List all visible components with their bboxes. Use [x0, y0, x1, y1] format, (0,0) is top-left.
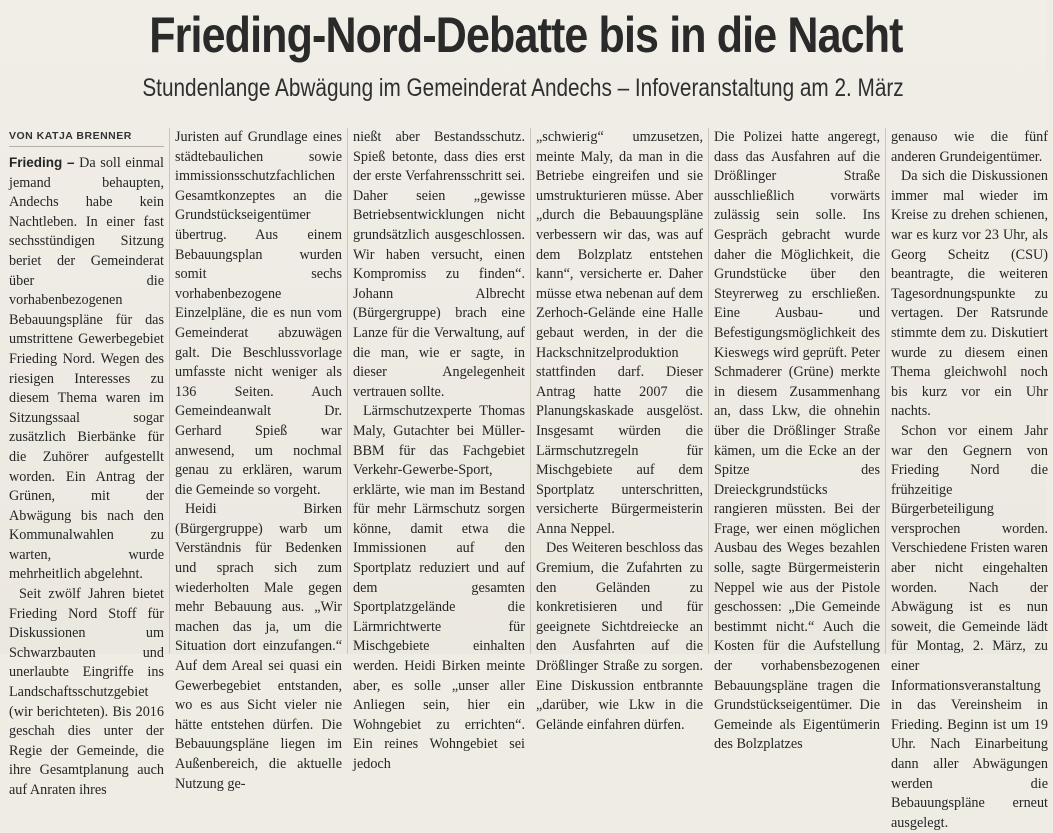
- column-2: [175, 128, 348, 792]
- column-1: [9, 128, 170, 798]
- byline: VON KATJA BRENNER: [9, 128, 164, 147]
- paragraph: Lärmschutzexperte Thomas Maly, Gutachter bei Müller-BBM für das Fachgebiet Verkehr-Gewerbe-Sport, erklärte, wie man im Bestand für mehr Lärmschutz sorgen könne, damit etwa die Immissionen auf den Sportplatz reduziert und auf dem gesamten Sportplatzgelände die Lärmrichtwerte für Mischgebiete einhalten werden. Heidi Birken meinte aber, es solle „unser aller Anliegen sein, hier ein Wohngebiet zu errichten“. Ein reines Wohngebiet sei jedoch: [353, 403, 525, 772]
- column-3: [353, 128, 531, 772]
- column-6: [891, 128, 1053, 831]
- paragraph: Des Weiteren beschloss das Gremium, die Zufahrten zu den Geländen zu konkretisieren und für geeignete Sichtdreiecke an den Ausfahrten auf die Drößlinger Straße zu sorgen. Eine Diskussion entbrannte „darüber, wie Lkw in die Gelände einfahren dürfen.: [536, 540, 703, 733]
- article-body: [9, 128, 1048, 831]
- paragraph: nießt aber Bestandsschutz. Spieß betonte, dass dies erst der erste Verfahrensschritt sei. Daher seien „gewisse Betriebsentwicklungen nicht grundsätzlich ausgeschlossen. Wir haben versucht, einen Kompromiss zu finden“. Johann Albrecht (Bürgergruppe) brach eine Lanze für die Verwaltung, auf die man, wie er sagte, in dieser Angelegenheit vertrauen sollte.: [353, 129, 525, 400]
- paragraph: Seit zwölf Jahren bietet Frieding Nord Stoff für Diskussionen um Schwarzbauten und unerlaubte Eingriffe ins Landschaftsschutzgebiet (wir berichteten). Bis 2016 geschah dies unter der Regie der Gemeinde, die ihre Gesamtplanung auch auf Anraten ihres: [9, 586, 164, 798]
- paragraph: Juristen auf Grundlage eines städtebaulichen sowie immissionsschutzfachlichen Gesamtkonzeptes an die Grundstückseigentümer übertrug. Aus einem Bebauungsplan wurden somit sechs vorhabenbezogene Einzelpläne, die es nun vom Gemeinderat abzuwägen galt. Die Beschlussvorlage umfasste nicht weniger als 136 Seiten. Auch Gemeindeanwalt Dr. Gerhard Spieß war anwesend, um nochmal genau zu erklären, warum die Gemeinde so vorgeht.: [175, 129, 342, 498]
- paragraph: Frieding – Da soll einmal jemand behaupten, Andechs habe kein Nachtleben. In einer fast sechsstündigen Sitzung beriet der Gemeinderat über die vorhabenbezogenen Bebauungspläne für das umstrittene Gewerbegebiet Frieding Nord. Wegen des riesigen Interesses zu diesem Thema waren im Sitzungssaal sogar zusätzlich Bierbänke für die Zuhörer aufgestellt worden. Ein Antrag der Grünen, mit der Abwägung bis nach den Kommunalwahlen zu warten, wurde mehrheitlich abgelehnt.: [9, 155, 164, 583]
- subheadline: Stundenlange Abwägung im Gemeinderat Andechs – Infoveranstaltung am 2. März: [142, 74, 904, 102]
- dateline: Frieding –: [9, 155, 75, 170]
- paragraph: Schon vor einem Jahr war den Gegnern von Frieding Nord die frühzeitige Bürgerbeteiligung versprochen worden. Verschiedene Fristen waren aber nicht eingehalten worden. Nach der Abwägung ist es nun soweit, die Gemeinde lädt für Montag, 2. März, zu einer Informationsveranstaltung in das Vereinsheim in Frieding. Beginn ist um 19 Uhr. Nach Einarbeitung dann aller Abwägungen werden die Bebauungspläne erneut ausgelegt.: [891, 422, 1048, 831]
- paragraph: „schwierig“ umzusetzen, meinte Maly, da man in die Betriebe eingreifen und sie umstrukturieren müsse. Aber „durch die Bebauungspläne verbessern wir das, was auf dem Bolzplatz entstehen kann“, versicherte er. Daher müsse etwa nebenan auf dem Zerhoch-Gelände eine Halle gebaut werden, in der die Hackschnitzelproduktion stattfinden darf. Dieser Antrag hatte 2007 die Planungskaskade ausgelöst. Insgesamt würden die Lärmschutzregeln für Mischgebiete auf dem Sportplatz unterschritten, versicherte Bürgermeisterin Anna Neppel.: [536, 129, 703, 537]
- paragraph: genauso wie die fünf anderen Grundeigentümer.: [891, 129, 1048, 165]
- headline: Frieding-Nord-Debatte bis in die Nacht: [149, 7, 903, 63]
- paragraph: Da sich die Diskussionen immer mal wieder im Kreise zu drehen schienen, war es kurz vor 23 Uhr, als Georg Scheitz (CSU) beantragte, die weiteren Tagesordnungspunkte zu vertagen. Der Ratsrunde stimmte dem zu. Diskutiert wurde zu diesem einen Thema gleichwohl noch bis kurz vor ein Uhr nachts.: [891, 168, 1048, 420]
- paragraph: Heidi Birken (Bürgergruppe) warb um Verständnis für Bedenken und sprach sich zum wiederholten Male gegen mehr Bebauung aus. „Wir machen das ja, um die Situation dort einzufangen.“ Auf dem Areal sei quasi ein Gewerbegebiet entstanden, wo es aus Sicht vieler nie hätte entstehen dürfen. Die Bebauungspläne liegen im Außenbereich, die aktuelle Nutzung ge-: [175, 501, 342, 792]
- column-5: [714, 128, 886, 753]
- column-4: [536, 128, 709, 733]
- paragraph: Die Polizei hatte angeregt, dass das Ausfahren auf die Drößlinger Straße ausschließlich vorwärts zulässig sein solle. Ins Gespräch gebracht wurde daher die Möglichkeit, die Grundstücke über den Steyrerweg zu erschließen. Eine Ausbau- und Befestigungsmöglichkeit des Kieswegs wird geprüft. Peter Schmaderer (Grüne) merkte in diesem Zusammenhang an, dass Lkw, die ohnehin über die Drößlinger Straße kämen, um die Ecke an der Spitze des Dreieckgrundstücks rangieren müssten. Bei der Frage, wer einen möglichen Ausbau des Weges bezahlen solle, sagte Bürgermeisterin Neppel wie aus der Pistole geschossen: „Die Gemeinde bestimmt nicht.“ Auch die Kosten für die Aufstellung der vorhabensbezogenen Bebauungspläne tragen die Grundstückseigentümer. Die Gemeinde als Eigentümerin des Bolzplatzes: [714, 129, 880, 753]
